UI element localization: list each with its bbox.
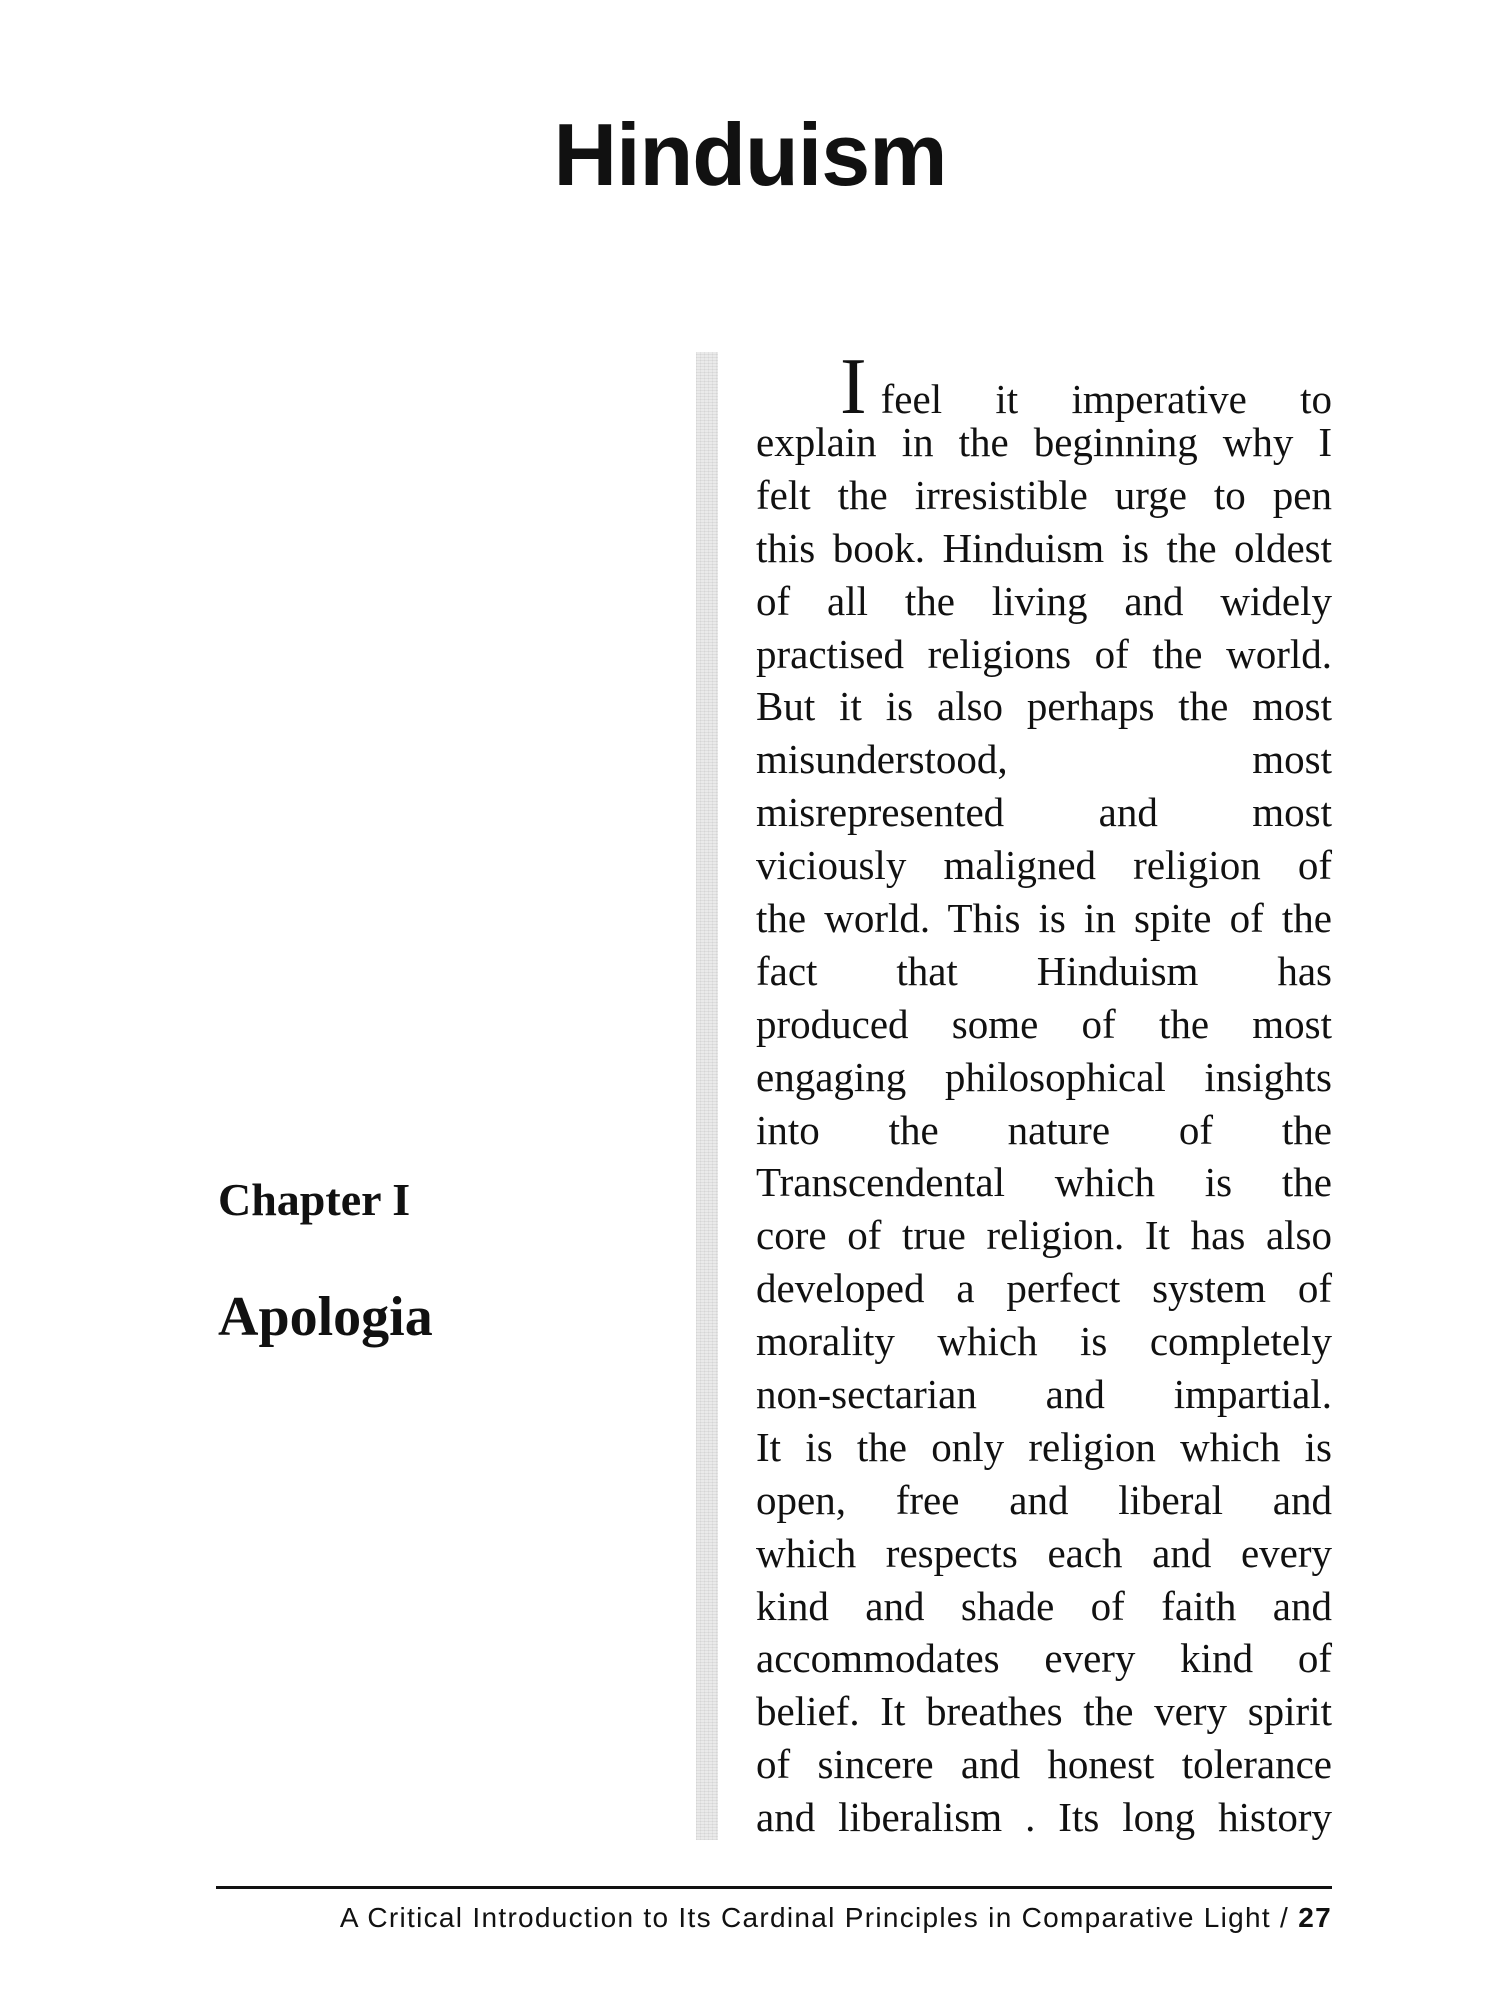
body-line: open, free and liberal and xyxy=(756,1476,1332,1523)
body-line: felt the irresistible urge to pen xyxy=(756,471,1332,518)
footer-rule xyxy=(216,1886,1332,1889)
body-line: of sincere and honest tolerance xyxy=(756,1741,1332,1788)
body-line: misunderstood, most xyxy=(756,736,1332,783)
body-line: fact that Hinduism has xyxy=(756,947,1332,994)
body-line xyxy=(756,343,1332,431)
first-line-text: feel it imperative to xyxy=(880,376,1332,422)
body-line: developed a perfect system of xyxy=(756,1265,1332,1312)
body-line: morality which is completely xyxy=(756,1318,1332,1365)
drop-cap: I xyxy=(840,343,867,431)
body-line: which respects each and every xyxy=(756,1529,1332,1576)
chapter-number: Chapter I xyxy=(218,1174,411,1225)
body-line: and liberalism . Its long history xyxy=(756,1794,1332,1841)
body-line: accommodates every kind of xyxy=(756,1635,1332,1682)
body-line: non-sectarian and impartial. xyxy=(756,1371,1332,1418)
footer-book-title: A Critical Introduction to Its Cardinal Principles in Comparative Light / xyxy=(339,1902,1290,1933)
body-line: Transcendental which is the xyxy=(756,1159,1332,1206)
body-line: of all the living and widely xyxy=(756,577,1332,624)
page-number: 27 xyxy=(1298,1902,1332,1933)
chapter-title: Apologia xyxy=(218,1286,433,1348)
body-line: engaging philosophical insights xyxy=(756,1053,1332,1100)
body-line: into the nature of the xyxy=(756,1106,1332,1153)
body-line: misrepresented and most xyxy=(756,789,1332,836)
body-text xyxy=(756,343,1332,1844)
body-line: core of true religion. It has also xyxy=(756,1212,1332,1259)
body-line: explain in the beginning why I xyxy=(756,419,1332,465)
body-line: this book. Hinduism is the oldest xyxy=(756,524,1332,571)
running-footer xyxy=(216,1898,1332,1938)
body-line: produced some of the most xyxy=(756,1000,1332,1047)
body-line: viciously maligned religion of xyxy=(756,842,1332,889)
body-line: belief. It breathes the very spirit xyxy=(756,1688,1332,1735)
body-line: It is the only religion which is xyxy=(756,1423,1332,1470)
body-line: kind and shade of faith and xyxy=(756,1582,1332,1629)
body-line: But it is also perhaps the most xyxy=(756,683,1332,730)
body-line: practised religions of the world. xyxy=(756,630,1332,677)
body-line: the world. This is in spite of the xyxy=(756,895,1332,942)
decorative-vertical-strip xyxy=(696,352,718,1840)
page-title: Hinduism xyxy=(553,105,947,204)
